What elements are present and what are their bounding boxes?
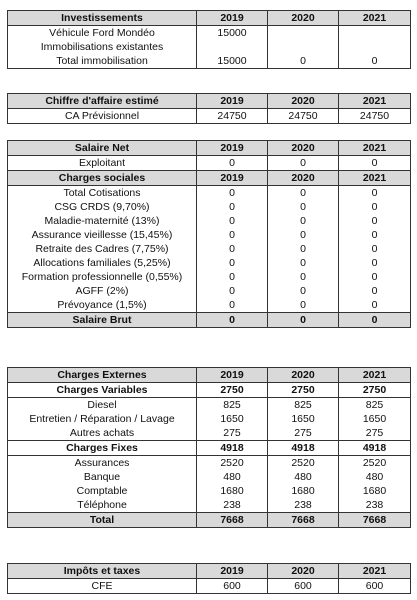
total-value: 0 — [197, 313, 268, 328]
table-row — [8, 412, 411, 426]
header-label: Investissements — [8, 11, 197, 26]
cell-value: 1680 — [339, 484, 411, 498]
cell-value: 275 — [339, 426, 411, 441]
cell-value: 0 — [197, 256, 268, 270]
header-year: 2019 — [197, 368, 268, 383]
cell-value: 24750 — [339, 109, 411, 124]
row-label: Formation professionnelle (0,55%) — [8, 270, 197, 284]
header-year: 2019 — [197, 141, 268, 156]
cell-value: 0 — [339, 156, 411, 171]
cell-value: 0 — [268, 270, 339, 284]
cell-value: 480 — [339, 470, 411, 484]
header-label: Charges sociales — [8, 171, 197, 186]
table-row — [8, 456, 411, 471]
cell-value: 0 — [339, 214, 411, 228]
cell-value: 0 — [268, 214, 339, 228]
charges-externes-section — [7, 367, 410, 528]
chiffre-affaire-section — [7, 93, 410, 124]
table-header-row — [8, 171, 411, 186]
salaire-table — [7, 140, 411, 328]
row-label: Comptable — [8, 484, 197, 498]
table-row — [8, 498, 411, 513]
table-header-row — [8, 141, 411, 156]
cell-value: 600 — [268, 579, 339, 594]
cell-value: 0 — [197, 270, 268, 284]
cell-value: 600 — [339, 579, 411, 594]
header-label: Charges Externes — [8, 368, 197, 383]
cell-value: 0 — [268, 256, 339, 270]
row-label: Autres achats — [8, 426, 197, 441]
cell-value: 238 — [268, 498, 339, 513]
table-row — [8, 270, 411, 284]
row-label: Assurance vieillesse (15,45%) — [8, 228, 197, 242]
total-label: Total — [8, 513, 197, 528]
row-label: Banque — [8, 470, 197, 484]
cell-value: 1650 — [197, 412, 268, 426]
table-row — [8, 284, 411, 298]
cell-value: 0 — [268, 200, 339, 214]
cell-value: 600 — [197, 579, 268, 594]
cell-value: 2520 — [268, 456, 339, 471]
header-year: 2021 — [339, 368, 411, 383]
header-year: 2020 — [268, 94, 339, 109]
cell-value: 825 — [197, 398, 268, 413]
row-label: Immobilisations existantes — [8, 40, 197, 54]
cell-value — [268, 26, 339, 41]
table-row — [8, 26, 411, 41]
cell-value: 1680 — [268, 484, 339, 498]
row-label: Allocations familiales (5,25%) — [8, 256, 197, 270]
subtotal-label: Charges Variables — [8, 383, 197, 398]
investissements-section — [7, 10, 410, 69]
header-year: 2019 — [197, 171, 268, 186]
cell-value: 0 — [268, 186, 339, 201]
table-row — [8, 54, 411, 69]
table-row — [8, 109, 411, 124]
charges-externes-table — [7, 367, 411, 528]
table-header-row — [8, 368, 411, 383]
header-year: 2019 — [197, 94, 268, 109]
table-header-row — [8, 94, 411, 109]
header-year: 2021 — [339, 564, 411, 579]
cell-value: 24750 — [268, 109, 339, 124]
total-value: 7668 — [197, 513, 268, 528]
row-label: Total Cotisations — [8, 186, 197, 201]
header-label: Impôts et taxes — [8, 564, 197, 579]
cell-value: 0 — [197, 298, 268, 313]
cell-value: 1680 — [197, 484, 268, 498]
cell-value — [268, 40, 339, 54]
cell-value: 0 — [197, 228, 268, 242]
cell-value: 24750 — [197, 109, 268, 124]
total-value: 7668 — [339, 513, 411, 528]
cell-value: 0 — [339, 270, 411, 284]
subtotal-value: 4918 — [339, 441, 411, 456]
cell-value: 0 — [268, 228, 339, 242]
row-label: Prévoyance (1,5%) — [8, 298, 197, 313]
subtotal-value: 2750 — [339, 383, 411, 398]
header-year: 2021 — [339, 171, 411, 186]
cell-value — [339, 40, 411, 54]
cell-value: 0 — [339, 54, 411, 69]
table-total-row — [8, 313, 411, 328]
header-year: 2019 — [197, 11, 268, 26]
cell-value: 0 — [339, 298, 411, 313]
cell-value: 2520 — [339, 456, 411, 471]
table-row — [8, 470, 411, 484]
row-label: Entretien / Réparation / Lavage — [8, 412, 197, 426]
table-row — [8, 186, 411, 201]
header-year: 2020 — [268, 11, 339, 26]
cell-value: 1650 — [268, 412, 339, 426]
cell-value: 0 — [339, 186, 411, 201]
cell-value: 0 — [197, 242, 268, 256]
cell-value: 825 — [268, 398, 339, 413]
cell-value: 0 — [339, 242, 411, 256]
total-value: 0 — [268, 313, 339, 328]
cell-value: 0 — [197, 284, 268, 298]
table-row — [8, 200, 411, 214]
table-header-row — [8, 11, 411, 26]
cell-value: 0 — [197, 186, 268, 201]
table-row — [8, 398, 411, 413]
cell-value: 0 — [197, 156, 268, 171]
total-value: 7668 — [268, 513, 339, 528]
cell-value: 0 — [197, 214, 268, 228]
impots-table — [7, 563, 411, 594]
cell-value: 2520 — [197, 456, 268, 471]
table-row — [8, 426, 411, 441]
table-row — [8, 298, 411, 313]
header-year: 2020 — [268, 171, 339, 186]
subtotal-value: 4918 — [197, 441, 268, 456]
header-year: 2020 — [268, 368, 339, 383]
table-row — [8, 484, 411, 498]
table-row — [8, 40, 411, 54]
chiffre-affaire-table — [7, 93, 411, 124]
cell-value: 275 — [197, 426, 268, 441]
row-label: Téléphone — [8, 498, 197, 513]
cell-value: 0 — [197, 200, 268, 214]
cell-value — [197, 40, 268, 54]
header-label: Salaire Net — [8, 141, 197, 156]
salaire-section — [7, 140, 410, 328]
table-row — [8, 242, 411, 256]
table-header-row — [8, 564, 411, 579]
cell-value: 238 — [197, 498, 268, 513]
cell-value: 480 — [197, 470, 268, 484]
table-row — [8, 228, 411, 242]
cell-value: 0 — [268, 298, 339, 313]
row-label: Diesel — [8, 398, 197, 413]
subtotal-value: 2750 — [268, 383, 339, 398]
subtotal-row — [8, 383, 411, 398]
cell-value: 275 — [268, 426, 339, 441]
table-row — [8, 579, 411, 594]
row-label: Retraite des Cadres (7,75%) — [8, 242, 197, 256]
cell-value: 825 — [339, 398, 411, 413]
subtotal-label: Charges Fixes — [8, 441, 197, 456]
cell-value: 15000 — [197, 54, 268, 69]
cell-value: 1650 — [339, 412, 411, 426]
subtotal-value: 4918 — [268, 441, 339, 456]
row-label: Véhicule Ford Mondéo — [8, 26, 197, 41]
total-value: 0 — [339, 313, 411, 328]
subtotal-row — [8, 441, 411, 456]
cell-value: 0 — [268, 54, 339, 69]
row-label: Maladie-maternité (13%) — [8, 214, 197, 228]
header-year: 2021 — [339, 141, 411, 156]
table-row — [8, 214, 411, 228]
header-label: Chiffre d'affaire estimé — [8, 94, 197, 109]
header-year: 2019 — [197, 564, 268, 579]
cell-value: 0 — [268, 156, 339, 171]
header-year: 2021 — [339, 94, 411, 109]
subtotal-value: 2750 — [197, 383, 268, 398]
row-label: CFE — [8, 579, 197, 594]
total-label: Salaire Brut — [8, 313, 197, 328]
header-year: 2020 — [268, 564, 339, 579]
table-row — [8, 256, 411, 270]
row-label: CA Prévisionnel — [8, 109, 197, 124]
cell-value: 0 — [339, 228, 411, 242]
cell-value: 0 — [339, 256, 411, 270]
investissements-table — [7, 10, 411, 69]
impots-section — [7, 563, 410, 594]
row-label: AGFF (2%) — [8, 284, 197, 298]
header-year: 2020 — [268, 141, 339, 156]
header-year: 2021 — [339, 11, 411, 26]
cell-value: 15000 — [197, 26, 268, 41]
table-row — [8, 156, 411, 171]
table-total-row — [8, 513, 411, 528]
row-label: Assurances — [8, 456, 197, 471]
cell-value: 0 — [339, 200, 411, 214]
row-label: CSG CRDS (9,70%) — [8, 200, 197, 214]
cell-value: 480 — [268, 470, 339, 484]
cell-value: 0 — [339, 284, 411, 298]
cell-value — [339, 26, 411, 41]
row-label: Exploitant — [8, 156, 197, 171]
cell-value: 0 — [268, 242, 339, 256]
row-label: Total immobilisation — [8, 54, 197, 69]
cell-value: 238 — [339, 498, 411, 513]
cell-value: 0 — [268, 284, 339, 298]
